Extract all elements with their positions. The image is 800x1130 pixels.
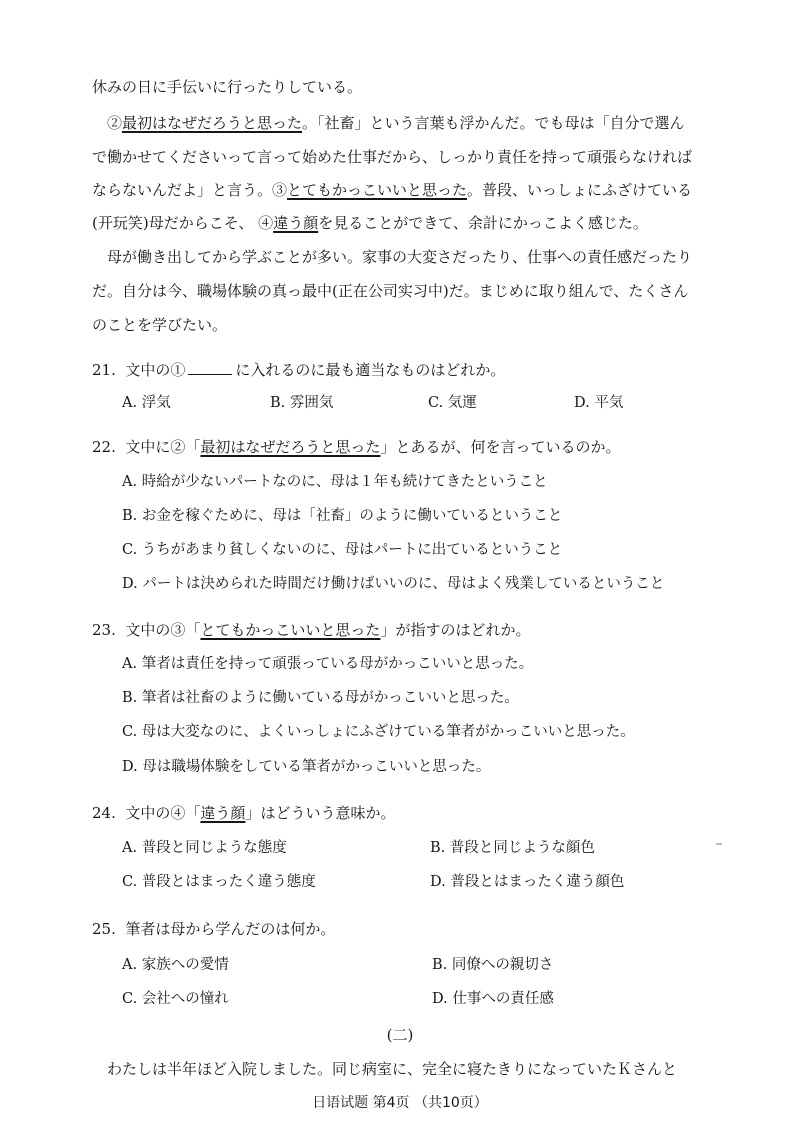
q22-option-a: A. 時給が少ないパートなのに、母は１年も続けてきたということ <box>122 474 548 490</box>
underlined-phrase: とてもかっこいいと思った <box>200 621 381 639</box>
passage-text: を見ることができて、余計にかっこよく感じた。 <box>318 214 648 232</box>
question-text: 」が指すのはどれか。 <box>380 621 531 639</box>
question-number: 22. <box>92 438 116 456</box>
passage-text: 。普段、いっしょにふざけている <box>467 181 693 199</box>
passage-text: だ。自分は今、職場体験の真っ最中(正在公司实习中)だ。まじめに取り組んで、たくさん <box>92 282 689 300</box>
question-text: 筆者は母から学んだのは何か。 <box>125 920 336 938</box>
q23-option-a: A. 筆者は責任を持って頑張っている母がかっこいいと思った。 <box>122 656 534 672</box>
passage-text: ならないんだよ」と言う。③ <box>92 181 288 199</box>
underlined-phrase-3: とてもかっこいいと思った <box>287 181 468 199</box>
question-number: 24. <box>92 804 116 822</box>
q23-option-d: D. 母は職場体験をしている筆者がかっこいいと思った。 <box>122 759 491 775</box>
q25-option-d: D. 仕事への責任感 <box>432 991 554 1007</box>
passage-line-1 <box>92 77 362 97</box>
scan-speck <box>716 843 722 845</box>
question-25-stem <box>92 919 335 939</box>
q25-option-c: C. 会社への憧れ <box>122 991 229 1007</box>
question-text: 文中に②「 <box>125 438 201 456</box>
question-number: 23. <box>92 621 116 639</box>
passage-line-3 <box>92 147 692 167</box>
passage-text: のことを学びたい。 <box>92 316 228 334</box>
section-2-line-1: わたしは半年ほど入院しました。同じ病室に、完全に寝たきりになっていたＫさんと <box>107 1060 678 1078</box>
q24-option-c: C. 普段とはまったく違う態度 <box>122 874 316 890</box>
question-number: 25. <box>92 920 116 938</box>
circled-number: ② <box>107 114 123 132</box>
answer-blank <box>188 360 232 375</box>
q21-option-d: D. 平気 <box>574 395 624 411</box>
q25-option-b: B. 同僚への親切さ <box>432 957 554 973</box>
q23-option-b: B. 筆者は社畜のように働いている母がかっこいいと思った。 <box>122 690 519 706</box>
passage-text: 母が働き出してから学ぶことが多い。家事の大変さだったり、仕事への責任感だったり <box>107 248 693 266</box>
underlined-phrase-2: 最初はなぜだろうと思った <box>122 114 303 132</box>
passage-text: 。「社畜」という言葉も浮かんだ。でも母は「自分で選ん <box>302 114 685 132</box>
passage-text: で働かせてくださいって言って始めた仕事だから、しっかり責任を持って頑張らなければ <box>92 148 693 166</box>
passage-line-7 <box>92 281 688 301</box>
question-24-stem <box>92 803 395 823</box>
section-2-title: (二) <box>386 1026 414 1044</box>
question-text: 」とあるが、何を言っているのか。 <box>380 438 621 456</box>
question-text: 」はどういう意味か。 <box>245 804 396 822</box>
q24-option-d: D. 普段とはまったく違う顔色 <box>430 874 625 890</box>
q25-option-a: A. 家族への愛情 <box>122 957 229 973</box>
q24-option-a: A. 普段と同じような態度 <box>122 840 287 856</box>
question-text: に入れるのに最も適当なものはどれか。 <box>235 361 506 379</box>
underlined-phrase: 最初はなぜだろうと思った <box>200 438 381 456</box>
underlined-phrase-4: 違う顔 <box>273 214 319 232</box>
question-text: 文中の① <box>125 361 186 379</box>
passage-line-6 <box>107 247 692 267</box>
q22-option-c: C. うちがあまり貧しくないのに、母はパートに出ているということ <box>122 542 563 558</box>
underlined-phrase: 違う顔 <box>200 804 246 822</box>
question-text: 文中の③「 <box>125 621 201 639</box>
passage-text: 休みの日に手伝いに行ったりしている。 <box>92 78 363 96</box>
question-number: 21. <box>92 361 116 379</box>
q22-option-d: D. パートは決められた時間だけ働けばいいのに、母はよく残業しているということ <box>122 576 665 592</box>
q21-option-a: A. 浮気 <box>122 395 171 411</box>
question-text: 文中の④「 <box>125 804 201 822</box>
passage-line-2 <box>107 113 685 133</box>
question-21-stem <box>92 360 505 380</box>
page-footer: 日语试题 第4页 （共10页） <box>312 1095 488 1111</box>
passage-line-8 <box>92 315 227 335</box>
passage-text: (开玩笑)母だからこそ、 ④ <box>92 214 274 232</box>
passage-line-4 <box>92 180 692 200</box>
q22-option-b: B. お金を稼ぐために、母は「社畜」のように働いているということ <box>122 508 563 524</box>
q24-option-b: B. 普段と同じような顔色 <box>430 840 595 856</box>
q23-option-c: C. 母は大変なのに、よくいっしょにふざけている筆者がかっこいいと思った。 <box>122 724 635 740</box>
question-22-stem <box>92 437 620 457</box>
q21-option-c: C. 気運 <box>428 395 477 411</box>
q21-option-b: B. 雰囲気 <box>270 395 334 411</box>
passage-line-5 <box>92 213 648 233</box>
question-23-stem <box>92 620 530 640</box>
